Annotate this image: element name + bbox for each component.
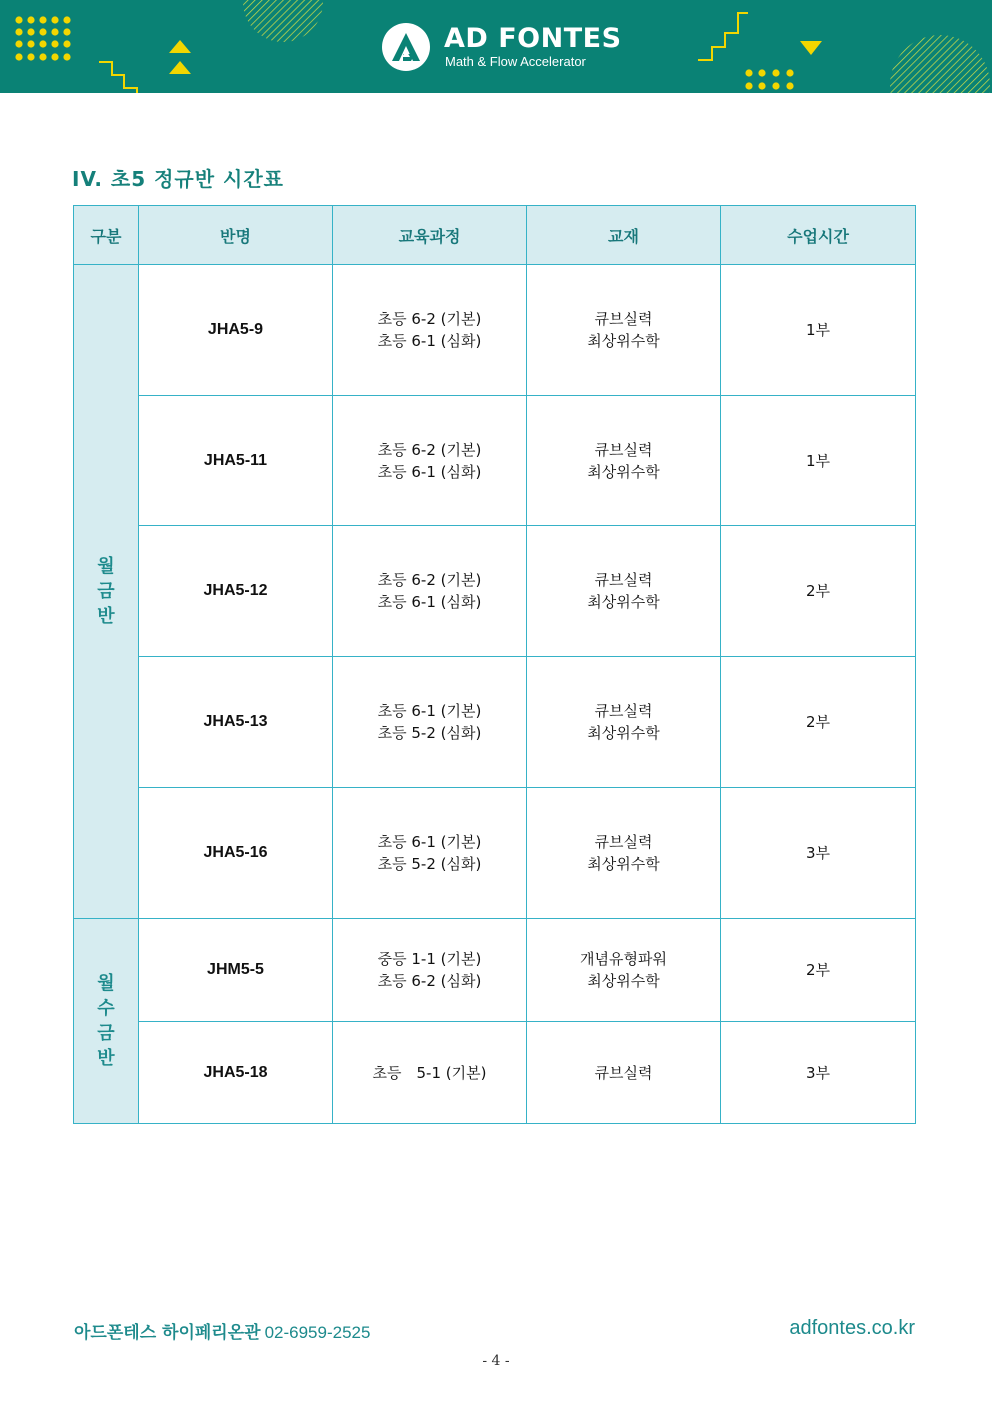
dot-grid-right <box>745 69 793 89</box>
class-time-cell: 3부 <box>721 1022 916 1124</box>
curriculum-cell: 초등 6-2 (기본) 초등 6-1 (심화) <box>333 396 527 526</box>
group-cell-mon-wed-fri: 월수금반 <box>74 919 139 1124</box>
stairs-right <box>698 13 748 60</box>
table-row <box>74 657 916 788</box>
class-name-cell: JHM5-5 <box>139 919 333 1022</box>
header-category: 구분 <box>74 206 139 265</box>
header-textbook: 교재 <box>527 206 721 265</box>
phone-number: 02-6959-2525 <box>264 1323 371 1342</box>
textbook-cell: 큐브실력 <box>527 1022 721 1124</box>
brand-name: AD FONTES <box>444 23 622 54</box>
class-name-cell: JHA5-12 <box>139 526 333 657</box>
brand-tagline: Math & Flow Accelerator <box>445 54 586 69</box>
curriculum-cell: 초등 5-1 (기본) <box>333 1022 527 1124</box>
dot-grid-left <box>15 16 70 60</box>
table-row <box>74 919 916 1022</box>
group-cell-mon-fri: 월금반 <box>74 265 139 919</box>
class-time-cell: 1부 <box>721 265 916 396</box>
hatched-circle-right <box>890 35 990 93</box>
table-row <box>74 265 916 396</box>
header-class-name: 반명 <box>139 206 333 265</box>
class-name-cell: JHA5-16 <box>139 788 333 919</box>
table-header-row <box>74 206 916 265</box>
academy-name: 아드폰테스 하이페리온관 <box>74 1323 261 1343</box>
header-curriculum: 교육과정 <box>333 206 527 265</box>
triangle-up-2 <box>169 61 191 74</box>
table-row <box>74 396 916 526</box>
textbook-cell: 개념유형파워 최상위수학 <box>527 919 721 1022</box>
class-name-cell: JHA5-18 <box>139 1022 333 1124</box>
curriculum-cell: 초등 6-2 (기본) 초등 6-1 (심화) <box>333 265 527 396</box>
table-row <box>74 526 916 657</box>
textbook-cell: 큐브실력 최상위수학 <box>527 526 721 657</box>
header-banner <box>0 0 992 93</box>
textbook-cell: 큐브실력 최상위수학 <box>527 788 721 919</box>
class-time-cell: 2부 <box>721 919 916 1022</box>
page-number: - 4 - <box>482 1353 510 1369</box>
curriculum-cell: 초등 6-1 (기본) 초등 5-2 (심화) <box>333 788 527 919</box>
class-time-cell: 2부 <box>721 657 916 788</box>
footer-contact <box>74 1318 370 1343</box>
class-name-cell: JHA5-13 <box>139 657 333 788</box>
website-link[interactable]: adfontes.co.kr <box>789 1317 915 1339</box>
class-time-cell: 2부 <box>721 526 916 657</box>
textbook-cell: 큐브실력 최상위수학 <box>527 265 721 396</box>
stairs-left <box>99 62 137 93</box>
class-name-cell: JHA5-9 <box>139 265 333 396</box>
triangle-down <box>800 41 822 55</box>
ad-fontes-logo-icon <box>382 23 430 71</box>
brand-logo <box>382 22 622 72</box>
schedule-table <box>73 205 916 1124</box>
table-row <box>74 1022 916 1124</box>
table-row <box>74 788 916 919</box>
curriculum-cell: 초등 6-2 (기본) 초등 6-1 (심화) <box>333 526 527 657</box>
curriculum-cell: 초등 6-1 (기본) 초등 5-2 (심화) <box>333 657 527 788</box>
triangle-up-1 <box>169 40 191 53</box>
class-time-cell: 3부 <box>721 788 916 919</box>
section-title: IV. 초5 정규반 시간표 <box>72 167 284 191</box>
header-class-time: 수업시간 <box>721 206 916 265</box>
class-time-cell: 1부 <box>721 396 916 526</box>
textbook-cell: 큐브실력 최상위수학 <box>527 396 721 526</box>
class-name-cell: JHA5-11 <box>139 396 333 526</box>
textbook-cell: 큐브실력 최상위수학 <box>527 657 721 788</box>
curriculum-cell: 중등 1-1 (기본) 초등 6-2 (심화) <box>333 919 527 1022</box>
hatched-circle-top <box>243 0 323 42</box>
